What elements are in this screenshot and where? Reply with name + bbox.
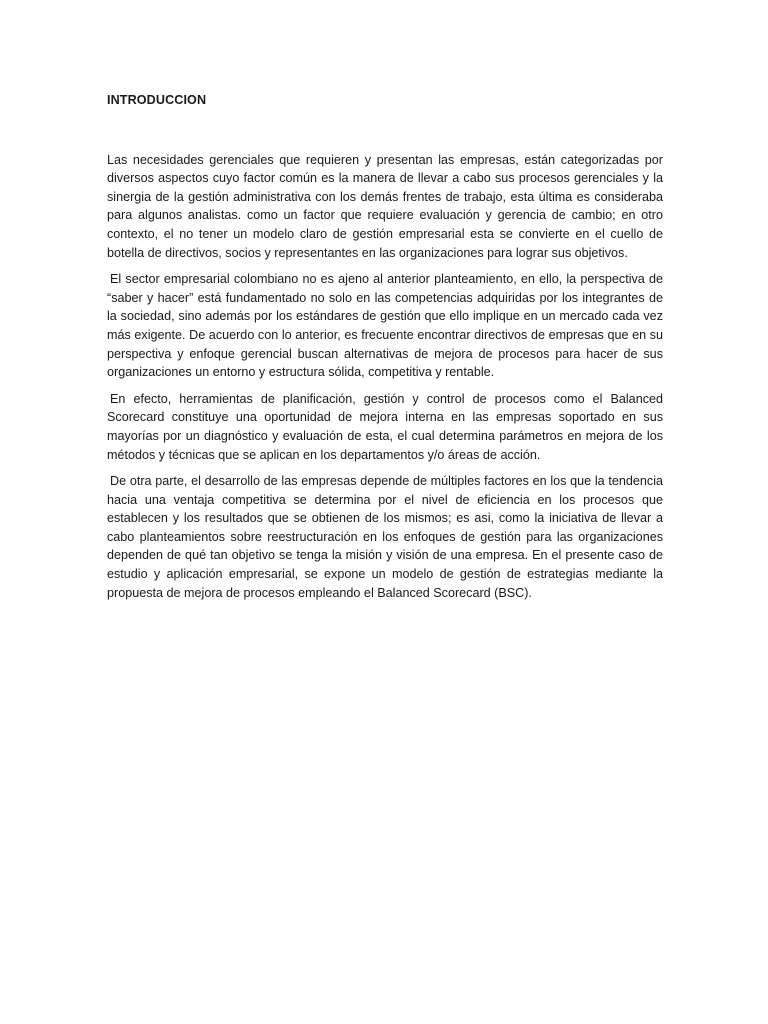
document-heading: INTRODUCCION xyxy=(107,93,207,107)
paragraph-4: De otra parte, el desarrollo de las empresas depende de múltiples factores en los que la tendencia hacia una ventaja competitiva se determina por el nivel de eficiencia en los procesos que establecen y los resultados que se obtienen de los mismos; es asi, como la iniciativa de llevar a cabo planteamientos sobre reestructuración en los enfoques de gestión para las organizaciones dependen de qué tan objetivo se tenga la misión y visión de una empresa. En el presente caso de estudio y aplicación empresarial, se expone un modelo de gestión de estrategias mediante la propuesta de mejora de procesos empleando el Balanced Scorecard (BSC). xyxy=(107,474,663,600)
document-body xyxy=(107,91,663,610)
paragraph-2: El sector empresarial colombiano no es ajeno al anterior planteamiento, en ello, la perspectiva de “saber y hacer” está fundamentado no solo en las competencias adquiridas por los integrantes de la sociedad, sino además por los estándares de gestión que ello implique en un mercado cada vez más exigente. De acuerdo con lo anterior, es frecuente encontrar directivos de empresas que en su perspectiva y enfoque gerencial buscan alternativas de mejora de procesos para hacer de sus organizaciones un entorno y estructura sólida, competitiva y rentable. xyxy=(107,272,663,380)
paragraph-3: En efecto, herramientas de planificación, gestión y control de procesos como el Balanced Scorecard constituye una oportunidad de mejora interna en las empresas soportado en sus mayorías por un diagnóstico y evaluación de esta, el cual determina parámetros en mejora de los métodos y técnicas que se aplican en los departamentos y/o áreas de acción. xyxy=(107,391,663,462)
paragraph-1: Las necesidades gerenciales que requieren y presentan las empresas, están categorizadas por diversos aspectos cuyo factor común es la manera de llevar a cabo sus procesos gerenciales y la sinergia de la gestión administrativa con los demás frentes de trabajo, esta última es consideraba para algunos analistas. como un factor que requiere evaluación y gerencia de cambio; en otro contexto, el no tener un modelo claro de gestión empresarial esta se convierte en el cuello de botella de directivos, socios y representantes en las organizaciones para lograr sus objetivos. xyxy=(107,152,663,260)
